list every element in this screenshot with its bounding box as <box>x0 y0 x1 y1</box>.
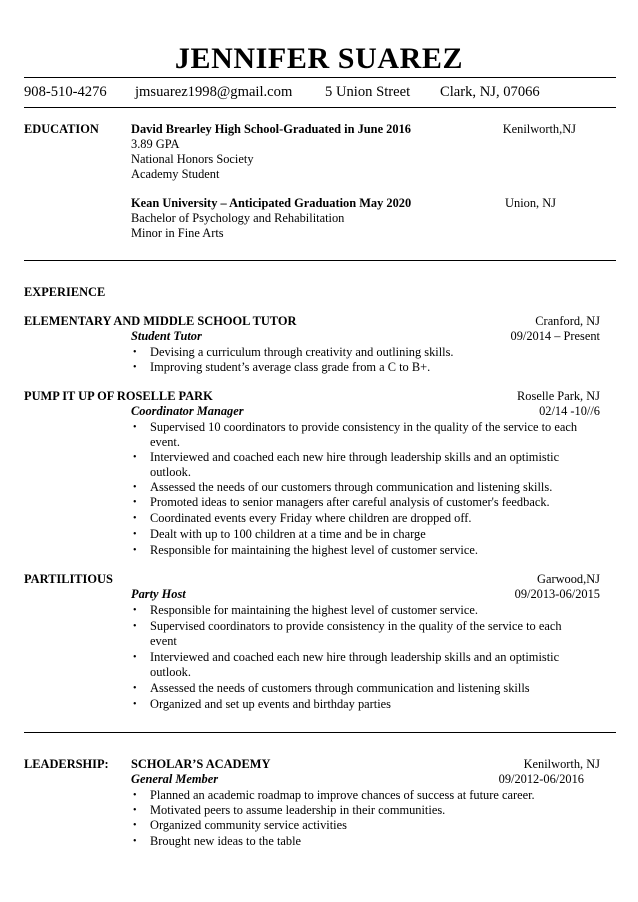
list-item: • Interviewed and coached each new hire through leadership skills and an optimistic <box>131 450 559 465</box>
school-title: Kean University – Anticipated Graduation May 2020 <box>131 196 412 210</box>
job-role: Student Tutor <box>131 329 202 343</box>
leadership-organization: SCHOLAR’S ACADEMY <box>131 757 271 771</box>
list-item: • Supervised 10 coordinators to provide consistency in the quality of the service to each <box>131 420 577 435</box>
job-location: Cranford, NJ <box>535 314 600 328</box>
list-item-continuation: event. <box>150 435 180 449</box>
list-item: • Dealt with up to 100 children at a time and be in charge <box>131 527 426 542</box>
list-item: • Devising a curriculum through creativity and outlining skills. <box>131 345 454 360</box>
list-item: • Coordinated events every Friday where children are dropped off. <box>131 511 471 526</box>
list-item: • Responsible for maintaining the highest level of customer service. <box>131 603 478 618</box>
job-dates: 09/2013-06/2015 <box>514 587 600 601</box>
list-item-continuation: event <box>150 634 177 648</box>
list-item-continuation: outlook. <box>150 665 191 679</box>
leadership-role: General Member <box>131 772 219 786</box>
list-item: • Organized and set up events and birthday parties <box>131 697 391 712</box>
education-detail: Bachelor of Psychology and Rehabilitation <box>131 211 345 225</box>
experience-heading: EXPERIENCE <box>24 285 106 299</box>
education-heading: EDUCATION <box>24 122 99 136</box>
job-role: Coordinator Manager <box>131 404 244 418</box>
divider <box>24 260 616 261</box>
divider <box>24 732 616 733</box>
job-role: Party Host <box>131 587 186 601</box>
education-detail: National Honors Society <box>131 152 254 166</box>
list-item: • Brought new ideas to the table <box>131 834 301 849</box>
school-title: David Brearley High School-Graduated in June 2016 <box>131 122 411 136</box>
list-item: • Motivated peers to assume leadership in their communities. <box>131 803 445 818</box>
divider <box>24 107 616 108</box>
leadership-dates: 09/2012-06/2016 <box>498 772 584 786</box>
education-detail: 3.89 GPA <box>131 137 180 151</box>
list-item: • Assessed the needs of our customers through communication and listening skills. <box>131 480 552 495</box>
resume-name: JENNIFER SUAREZ <box>174 42 464 75</box>
education-detail: Academy Student <box>131 167 220 181</box>
list-item: • Planned an academic roadmap to improve chances of success at future career. <box>131 788 535 803</box>
list-item: • Responsible for maintaining the highest level of customer service. <box>131 543 478 558</box>
contact-phone: 908-510-4276 <box>24 84 107 100</box>
list-item: • Assessed the needs of customers through communication and listening skills <box>131 681 530 696</box>
job-dates: 09/2014 – Present <box>510 329 600 343</box>
contact-city: Clark, NJ, 07066 <box>440 84 540 100</box>
school-location: Union, NJ <box>505 196 556 210</box>
list-item: • Supervised coordinators to provide consistency in the quality of the service to each <box>131 619 562 634</box>
leadership-location: Kenilworth, NJ <box>523 757 600 771</box>
contact-email: jmsuarez1998@gmail.com <box>135 84 293 100</box>
list-item: • Improving student’s average class grade from a C to B+. <box>131 360 430 375</box>
job-organization: ELEMENTARY AND MIDDLE SCHOOL TUTOR <box>24 314 297 328</box>
list-item: • Organized community service activities <box>131 818 347 833</box>
education-detail: Minor in Fine Arts <box>131 226 224 240</box>
school-location: Kenilworth,NJ <box>502 122 576 136</box>
job-organization: PUMP IT UP OF ROSELLE PARK <box>24 389 213 403</box>
job-organization: PARTILITIOUS <box>24 572 113 586</box>
contact-street: 5 Union Street <box>325 84 411 100</box>
list-item: • Promoted ideas to senior managers after careful analysis of customer's feedback. <box>131 495 550 510</box>
list-item: • Interviewed and coached each new hire through leadership skills and an optimistic <box>131 650 559 665</box>
divider <box>24 77 616 78</box>
job-dates: 02/14 -10//6 <box>539 404 600 418</box>
leadership-heading: LEADERSHIP: <box>24 757 109 771</box>
job-location: Garwood,NJ <box>537 572 600 586</box>
list-item-continuation: outlook. <box>150 465 191 479</box>
job-location: Roselle Park, NJ <box>517 389 600 403</box>
